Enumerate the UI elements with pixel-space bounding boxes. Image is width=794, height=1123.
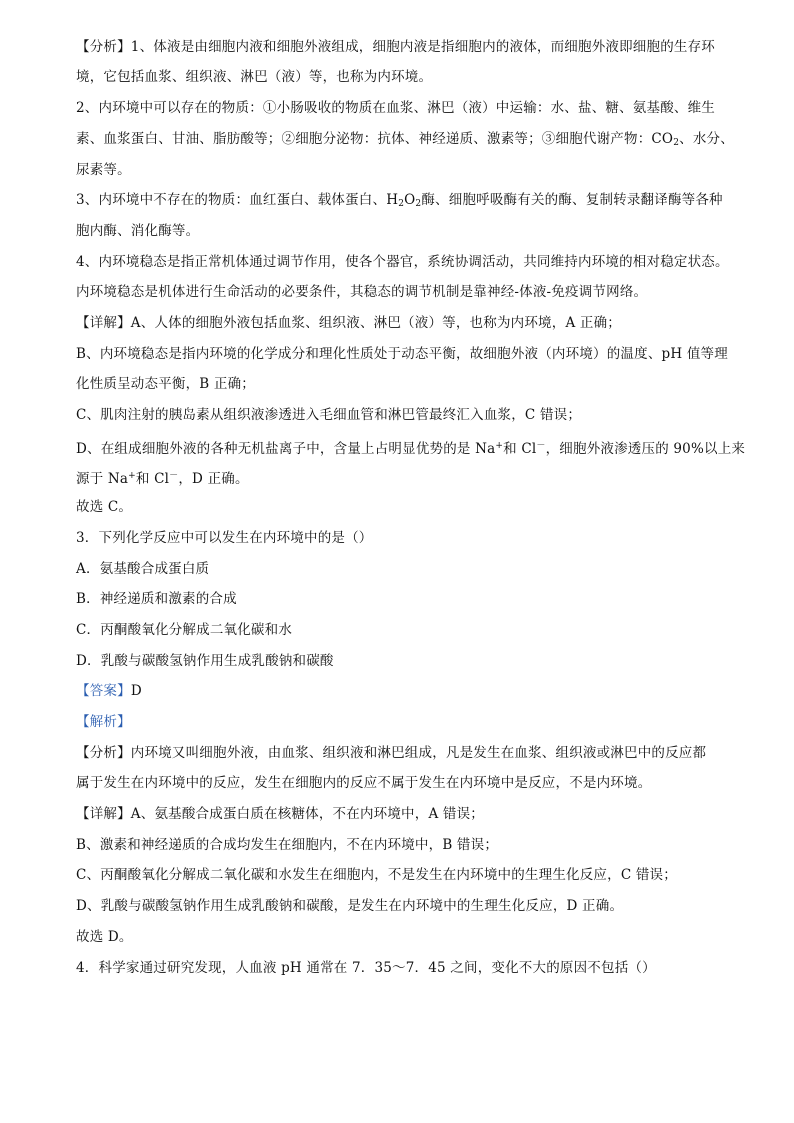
q3-detail-line-d: D、乳酸与碳酸氢钠作用生成乳酸钠和碳酸，是发生在内环境中的生理生化反应，D 正确。 [76, 898, 624, 914]
analysis-line-1: 【分析】1、体液是由细胞内液和细胞外液组成，细胞内液是指细胞内的液体，而细胞外液即细胞的生存环 [76, 39, 715, 55]
analysis-line-4: 素、血浆蛋白、甘油、脂肪酸等；②细胞分泌物：抗体、神经递质、激素等；③细胞代谢产物：$CO_2$、水分、 [76, 131, 734, 148]
conclusion-line-1: 故选 C。 [76, 499, 133, 515]
analysis-line-3: 2、内环境中可以存在的物质：①小肠吸收的物质在血浆、淋巴（液）中运输：水、盐、糖、氨基酸、维生 [76, 100, 715, 116]
analysis-line-9: 内环境稳态是机体进行生命活动的必要条件，其稳态的调节机制是靠神经-体液-免疫调节网络。 [76, 284, 648, 300]
question-3-stem: 3．下列化学反应中可以发生在内环境中的是（） [76, 530, 373, 546]
detail-line-d: D、在组成细胞外液的各种无机盐离子中，含量上占明显优势的是 Na+和 Cl－，细胞外液渗透压的 90%以上来 [76, 441, 746, 457]
detail-line-b-cont: 化性质呈动态平衡，B 正确； [76, 376, 256, 392]
answer-line [76, 681, 142, 701]
detail-line-b: B、内环境稳态是指内环境的化学成分和理化性质处于动态平衡，故细胞外液（内环境）的温度、pH 值等理 [76, 346, 728, 362]
q3-detail-line-b: B、激素和神经递质的合成均发生在细胞内，不在内环境中，B 错误； [76, 837, 499, 853]
question-3-option-a: A．氨基酸合成蛋白质 [76, 561, 210, 577]
analysis-line-6: 3、内环境中不存在的物质：血红蛋白、载体蛋白、$H_2O_2$酶、细胞呼吸酶有关的酶、复制转录翻译酶等各种 [76, 192, 723, 209]
conclusion-line-2: 故选 D。 [76, 929, 133, 945]
analysis-line-8: 4、内环境稳态是指正常机体通过调节作用，使各个器官，系统协调活动，共同维持内环境的相对稳定状态。 [76, 254, 729, 270]
q3-detail-line-a: 【详解】A、氨基酸合成蛋白质在核糖体，不在内环境中，A 错误； [76, 806, 484, 822]
analysis-line-7: 胞内酶、消化酶等。 [76, 223, 200, 239]
q3-analysis-line-2: 属于发生在内环境中的反应，发生在细胞内的反应不属于发生在内环境中是反应，不是内环境。 [76, 775, 652, 791]
question-3-option-c: C．丙酮酸氧化分解成二氧化碳和水 [76, 622, 293, 638]
explanation-line [76, 712, 131, 732]
answer-label: 【答案】 [76, 683, 131, 699]
question-3-option-b: B．神经递质和激素的合成 [76, 591, 237, 607]
analysis-line-5: 尿素等。 [76, 162, 131, 178]
question-3-option-d: D．乳酸与碳酸氢钠作用生成乳酸钠和碳酸 [76, 653, 334, 669]
answer-value: D [130, 683, 142, 699]
detail-line-d-cont: 源于 Na+和 Cl－，D 正确。 [76, 471, 249, 487]
q3-analysis-line-1: 【分析】内环境又叫细胞外液，由血浆、组织液和淋巴组成，凡是发生在血浆、组织液或淋巴中的反应都 [76, 745, 707, 761]
detail-line-c: C、肌肉注射的胰岛素从组织液渗透进入毛细血管和淋巴管最终汇入血浆，C 错误； [76, 407, 582, 423]
q3-detail-line-c: C、丙酮酸氧化分解成二氧化碳和水发生在细胞内，不是发生在内环境中的生理生化反应，C 错误； [76, 867, 677, 883]
analysis-line-2: 境，它包括血浆、组织液、淋巴（液）等，也称为内环境。 [76, 69, 433, 85]
detail-line-a: 【详解】A、人体的细胞外液包括血浆、组织液、淋巴（液）等，也称为内环境，A 正确； [76, 315, 621, 331]
explanation-label: 【解析】 [76, 714, 131, 730]
question-4-stem: 4．科学家通过研究发现，人血液 pH 通常在 7．35～7．45 之间，变化不大的原因不包括（） [76, 960, 656, 976]
